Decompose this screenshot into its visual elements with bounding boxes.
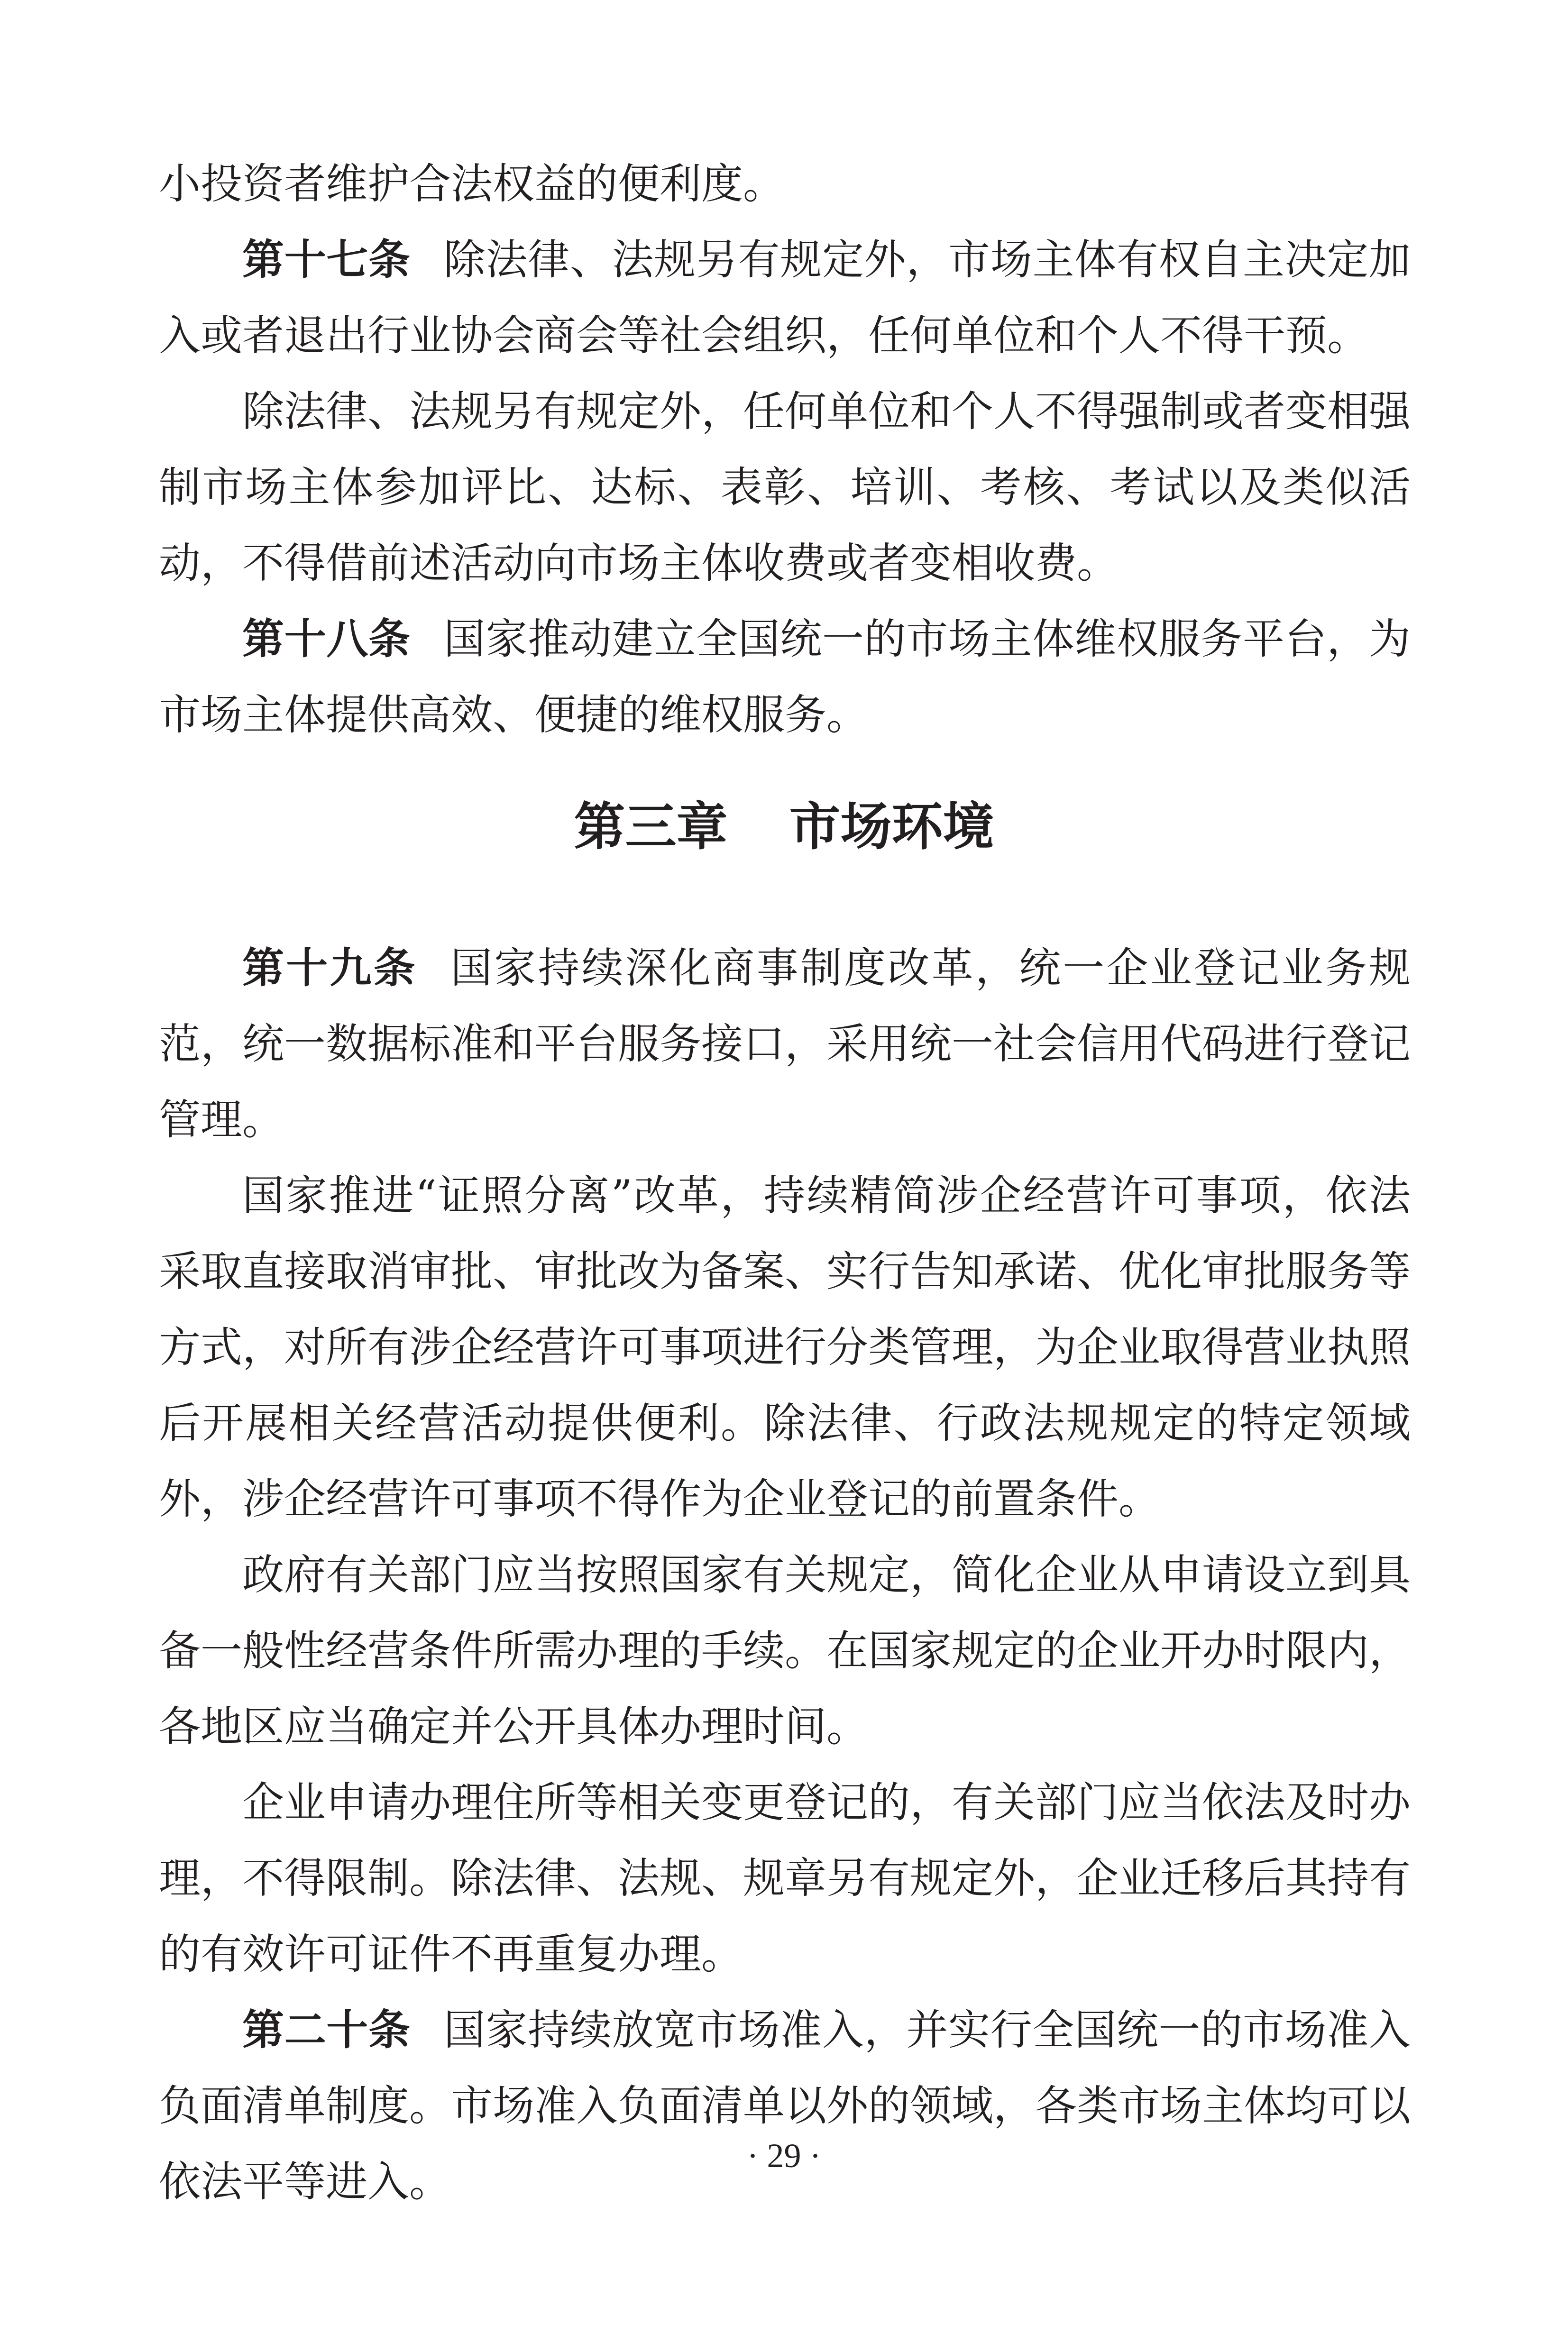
article-heading: 第十七条 xyxy=(242,235,411,284)
article-20 xyxy=(159,1992,1411,2220)
paragraph xyxy=(159,1158,1411,1537)
article-17 xyxy=(159,222,1411,374)
paragraph xyxy=(159,374,1411,601)
paragraph-text: 除法律、法规另有规定外，任何单位和个人不得强制或者变相强制市场主体参加评比、达标、表彰、培训、考核、考试以及类似活动，不得借前述活动向市场主体收费或者变相收费。 xyxy=(159,387,1411,587)
article-18 xyxy=(159,601,1411,753)
paragraph-text: 国家推进“证照分离”改革，持续精简涉企经营许可事项，依法采取直接取消审批、审批改为备案、实行告知承诺、优化审批服务等方式，对所有涉企经营许可事项进行分类管理，为企业取得营业执照后开展相关经营活动提供便利。除法律、行政法规规定的特定领域外，涉企经营许可事项不得作为企业登记的前置条件。 xyxy=(159,1171,1411,1523)
article-text: 国家持续深化商事制度改革，统一企业登记业务规范，统一数据标准和平台服务接口，采用统一社会信用代码进行登记管理。 xyxy=(159,943,1411,1144)
paragraph xyxy=(159,1537,1411,1765)
chapter-number: 第三章 xyxy=(574,797,728,857)
chapter-heading xyxy=(0,794,1568,860)
paragraph xyxy=(159,1765,1411,1992)
article-19 xyxy=(159,930,1411,1158)
top-text-block xyxy=(159,146,1411,753)
paragraph-continuation xyxy=(159,146,1411,222)
paragraph-text: 小投资者维护合法权益的便利度。 xyxy=(159,159,785,208)
article-heading: 第十九条 xyxy=(242,943,417,992)
article-heading: 第十八条 xyxy=(242,614,411,663)
bottom-text-block xyxy=(159,930,1411,2220)
paragraph-text: 企业申请办理住所等相关变更登记的，有关部门应当依法及时办理，不得限制。除法律、法规、规章另有规定外，企业迁移后其持有的有效许可证件不再重复办理。 xyxy=(159,1778,1411,1978)
paragraph-text: 政府有关部门应当按照国家有关规定，简化企业从申请设立到具备一般性经营条件所需办理的手续。在国家规定的企业开办时限内，各地区应当确定并公开具体办理时间。 xyxy=(159,1550,1411,1751)
chapter-title: 市场环境 xyxy=(789,797,994,857)
page-number: · 29 · xyxy=(747,2137,821,2175)
article-text: 除法律、法规另有规定外，市场主体有权自主决定加入或者退出行业协会商会等社会组织，任何单位和个人不得干预。 xyxy=(159,235,1411,360)
article-text: 国家推动建立全国统一的市场主体维权服务平台，为市场主体提供高效、便捷的维权服务。 xyxy=(159,614,1411,739)
article-heading: 第二十条 xyxy=(242,2005,411,2054)
article-text: 国家持续放宽市场准入，并实行全国统一的市场准入负面清单制度。市场准入负面清单以外的领域，各类市场主体均可以依法平等进入。 xyxy=(159,2005,1411,2206)
